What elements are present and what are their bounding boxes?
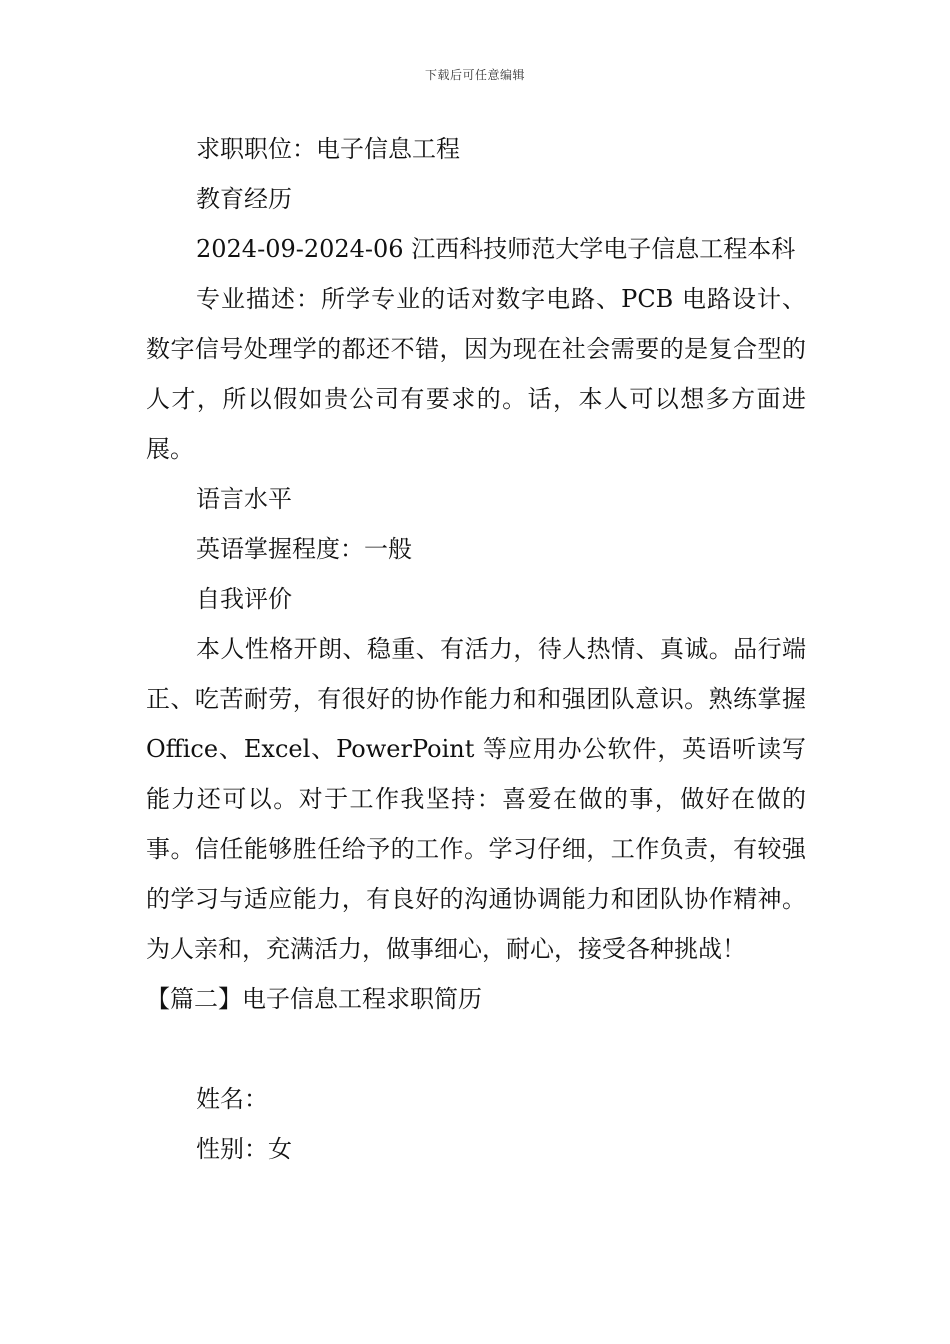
section-two-title: 【篇二】电子信息工程求职简历 (146, 985, 482, 1013)
self-evaluation-paragraph: 本人性格开朗、稳重、有活力，待人热情、真诚。品行端正、吃苦耐劳，有很好的协作能力和和强团队意识。熟练掌握 Office、Excel、PowerPoint 等应用办公软件，英语听读写能力还可以。对于工作我坚持：喜爱在做的事，做好在做的事。信任能够胜任给予的工作。学习仔细，工作负责，有较强的学习与适应能力，有良好的沟通协调能力和团队协作精神。为人亲和，充满活力，做事细心，耐心，接受各种挑战！ (146, 635, 806, 963)
document-body (146, 124, 806, 1174)
self-evaluation-heading: 自我评价 (196, 585, 292, 613)
gender-field-line: 性别：女 (196, 1135, 292, 1163)
english-level-line: 英语掌握程度：一般 (196, 535, 412, 563)
name-field-label: 姓名： (196, 1085, 268, 1113)
section-spacer (146, 1024, 806, 1074)
major-description-paragraph: 专业描述：所学专业的话对数字电路、PCB 电路设计、数字信号处理学的都还不错，因为现在社会需要的是复合型的人才，所以假如贵公司有要求的。话，本人可以想多方面进展。 (146, 285, 806, 463)
page-header-note: 下载后可任意编辑 (424, 68, 525, 82)
job-position-line: 求职职位：电子信息工程 (196, 135, 460, 163)
education-entry: 2024-09-2024-06 江西科技师范大学电子信息工程本科 (196, 235, 796, 263)
language-heading: 语言水平 (196, 485, 292, 513)
education-heading: 教育经历 (196, 185, 292, 213)
